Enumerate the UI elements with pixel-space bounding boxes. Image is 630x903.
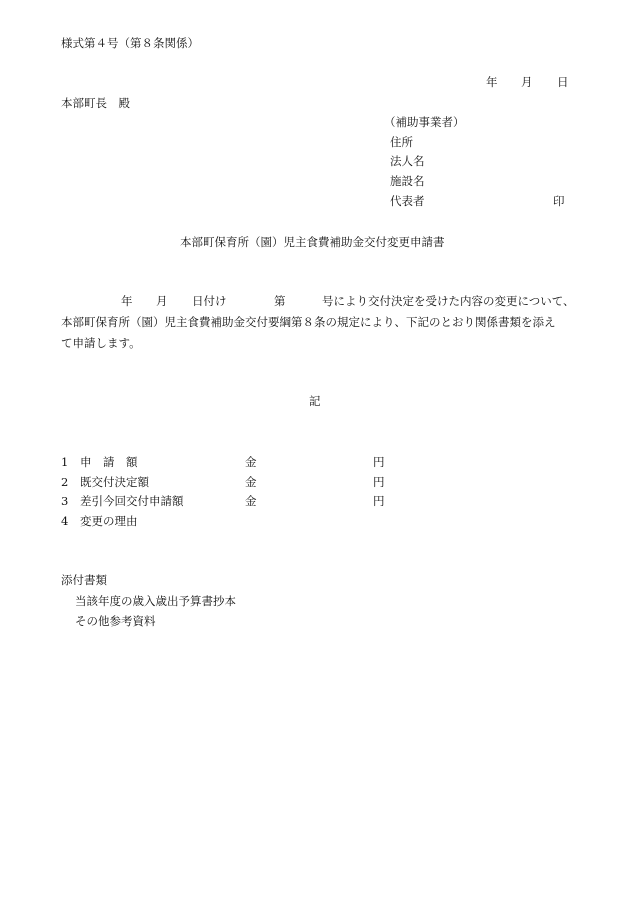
applicant-address-label: 住所 xyxy=(390,135,413,149)
applicant-heading: （補助事業者） xyxy=(384,115,465,129)
item-label: 差引今回交付申請額 xyxy=(80,494,184,508)
body-line2-text: 本部町保育所（園）児主食費補助金交付要綱第８条の規定により、下記のとおり関係書類を添え xyxy=(61,315,556,329)
item-number: 1 xyxy=(61,455,69,469)
item-number: 2 xyxy=(61,475,69,489)
list-item xyxy=(61,496,184,508)
body-day-label: 日付け xyxy=(192,294,227,308)
list-item xyxy=(61,516,138,528)
item-kin-label: 金 xyxy=(245,455,257,469)
seal-mark: 印 xyxy=(553,194,565,208)
item-number: 3 xyxy=(61,494,69,508)
item-label: 既交付決定額 xyxy=(80,475,149,489)
list-item xyxy=(61,457,138,469)
document-title: 本部町保育所（園）児主食費補助金交付変更申請書 xyxy=(180,235,445,249)
attachment-item: 当該年度の歳入歳出予算書抄本 xyxy=(75,594,236,608)
item-kin-label: 金 xyxy=(245,494,257,508)
item-kin-label: 金 xyxy=(245,475,257,489)
date-month-label: 月 xyxy=(521,75,533,89)
body-number-prefix: 第 xyxy=(274,294,286,308)
item-number: 4 xyxy=(61,514,69,528)
attachment-item: その他参考資料 xyxy=(75,614,156,628)
date-day-label: 日 xyxy=(557,75,569,89)
applicant-representative-label: 代表者 xyxy=(390,194,425,208)
item-label: 申 請 額 xyxy=(80,455,138,469)
applicant-facility-label: 施設名 xyxy=(390,174,425,188)
applicant-corporation-label: 法人名 xyxy=(390,154,425,168)
date-year-label: 年 xyxy=(486,75,498,89)
body-month-label: 月 xyxy=(156,294,168,308)
note-mark: 記 xyxy=(309,394,321,408)
body-line1-text: 号により交付決定を受けた内容の変更について、 xyxy=(322,294,575,308)
body-line3-text: て申請します。 xyxy=(61,336,141,350)
form-number-label: 様式第４号（第８条関係） xyxy=(61,36,199,50)
attachments-heading: 添付書類 xyxy=(61,573,107,587)
item-yen-label: 円 xyxy=(373,455,385,469)
list-item xyxy=(61,477,149,489)
item-label: 変更の理由 xyxy=(80,514,138,528)
body-year-label: 年 xyxy=(121,294,133,308)
item-yen-label: 円 xyxy=(373,494,385,508)
addressee: 本部町長 殿 xyxy=(61,96,130,110)
item-yen-label: 円 xyxy=(373,475,385,489)
